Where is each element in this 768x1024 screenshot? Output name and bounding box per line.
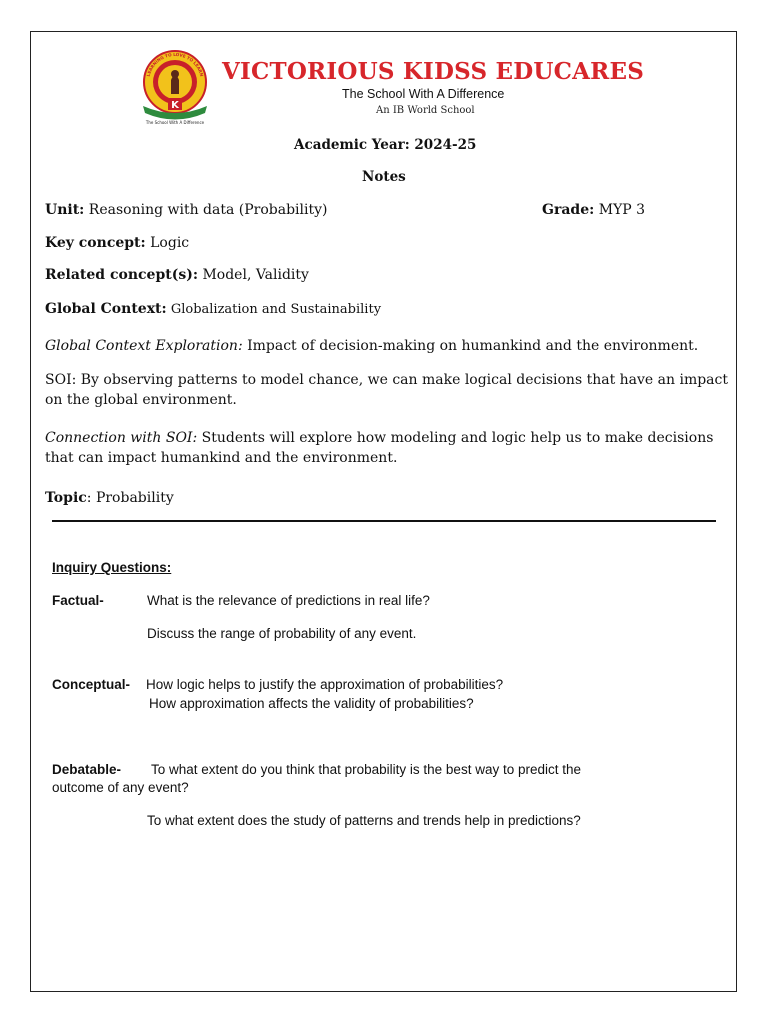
factual-label: Factual- (52, 593, 104, 608)
grade-value: MYP 3 (594, 202, 646, 218)
ib-label: An IB World School (376, 105, 475, 116)
section-divider (52, 520, 716, 522)
academic-year-label: Academic Year: (294, 137, 415, 153)
soi-statement: SOI: By observing patterns to model chance, we can make logical decisions that have an impact on the global environment. (45, 372, 728, 408)
debatable-question-1-line-1: To what extent do you think that probability is the best way to predict the (151, 762, 581, 777)
global-context-field (45, 301, 381, 317)
logo-arc-text: LEARNING TO LOVE TO LEARN (145, 51, 205, 78)
school-tagline: The School With A Difference (342, 87, 505, 101)
academic-year (294, 137, 476, 153)
logo-ribbon-text: The School With A Difference (145, 120, 205, 125)
global-context-label: Global Context: (45, 301, 167, 317)
topic-field (45, 490, 174, 506)
connection-value: Students will explore how modeling and logic help us to make decisions that can impact humankind and the environment. (45, 430, 714, 466)
key-concept-label: Key concept: (45, 235, 146, 251)
related-concepts-field (45, 267, 309, 283)
logo-mark: K (171, 100, 179, 111)
grade-field (542, 202, 645, 218)
doc-title: Notes (362, 169, 406, 185)
factual-question-1: What is the relevance of predictions in real life? (147, 593, 430, 608)
factual-question-2: Discuss the range of probability of any event. (147, 626, 417, 641)
related-concepts-value: Model, Validity (198, 267, 309, 283)
key-concept-value: Logic (145, 235, 190, 251)
global-context-value: Globalization and Sustainability (166, 302, 382, 317)
connection-with-soi (45, 428, 735, 468)
topic-value: : Probability (86, 490, 174, 506)
debatable-question-1-line-2: outcome of any event? (52, 780, 189, 795)
topic-label: Topic (45, 490, 87, 506)
academic-year-value: 2024-25 (414, 137, 477, 153)
global-context-exploration (45, 338, 698, 354)
related-concepts-label: Related concept(s): (45, 267, 198, 283)
unit-value: Reasoning with data (Probability) (84, 202, 328, 218)
debatable-label: Debatable- (52, 762, 122, 777)
conceptual-question-1: How logic helps to justify the approximation of probabilities? (146, 677, 504, 692)
school-logo (135, 46, 215, 126)
unit-field (45, 202, 328, 218)
key-concept-field (45, 235, 189, 251)
unit-label: Unit: (45, 202, 85, 218)
grade-label: Grade: (542, 202, 595, 218)
school-name: VICTORIOUS KIDSS EDUCARES (222, 58, 644, 85)
inquiry-heading: Inquiry Questions: (52, 560, 172, 575)
debatable-question-2: To what extent does the study of patterns and trends help in predictions? (147, 813, 581, 828)
conceptual-question-2: How approximation affects the validity of probabilities? (149, 696, 474, 711)
gce-value: Impact of decision-making on humankind and the environment. (242, 338, 699, 354)
conceptual-label: Conceptual- (52, 677, 131, 692)
connection-label: Connection with SOI: (45, 430, 198, 446)
gce-label: Global Context Exploration: (45, 338, 243, 354)
